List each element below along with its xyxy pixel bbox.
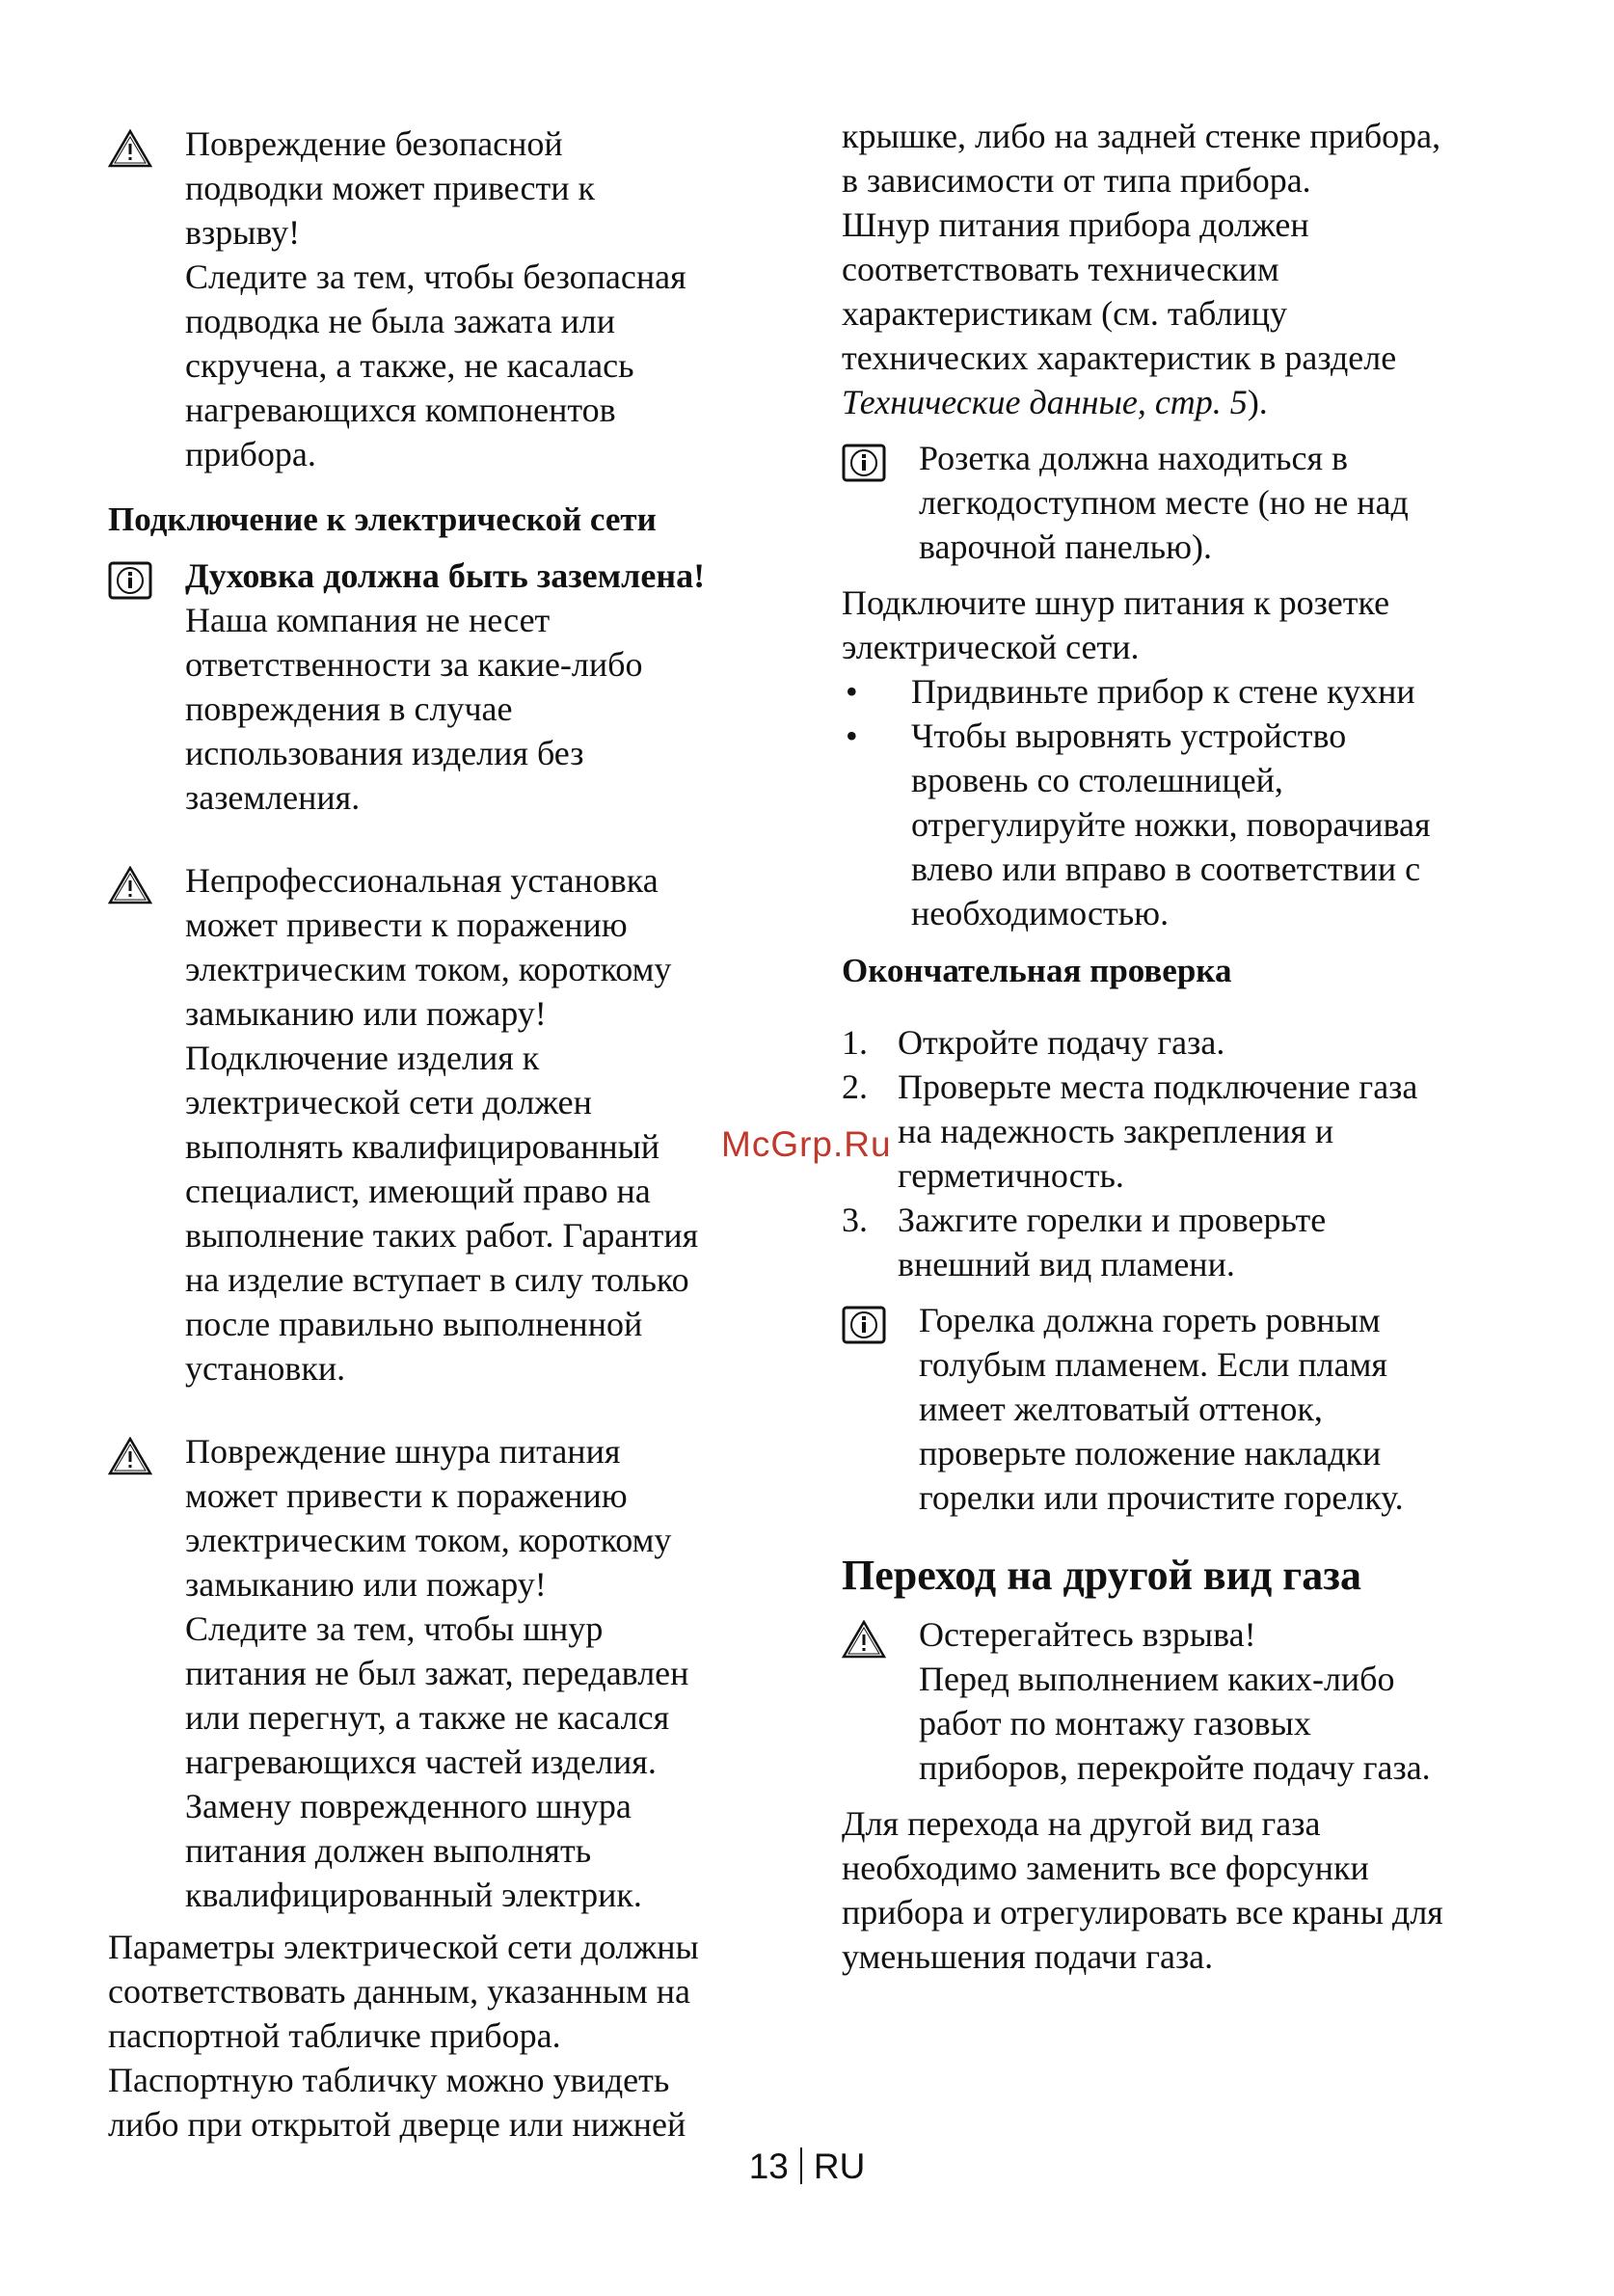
paragraph-electric-params (108, 1925, 783, 2147)
text-line: Зажгите горелки и проверьте (898, 1201, 1327, 1239)
list-item (842, 1065, 1536, 1198)
text-line: Перед выполнением каких-либо (919, 1660, 1395, 1698)
text-line: подводка не была зажата или (185, 302, 615, 340)
text-line: Повреждение безопасной (185, 124, 563, 163)
info-icon (108, 554, 185, 600)
text-line: Откройте подачу газа. (898, 1023, 1225, 1062)
warning-block-cord (108, 1429, 783, 1917)
text-line: прибора. (185, 435, 316, 473)
text-line: на надежность закрепления и (898, 1112, 1334, 1150)
text-line: крышке, либо на задней стенке прибора, (842, 117, 1441, 155)
text-line: паспортной табличке прибора. (108, 2016, 561, 2055)
list-item (842, 669, 1536, 714)
text-line: Повреждение шнура питания (185, 1432, 621, 1471)
text-line: ответственности за какие-либо (185, 645, 643, 684)
text-line: горелки или прочистите горелку. (919, 1478, 1404, 1517)
bullet-mark: • (846, 716, 858, 755)
text-line: влево или вправо в соответствии с (911, 850, 1421, 888)
text-line: питания должен выполнять (185, 1831, 592, 1870)
text-line: Параметры электрической сети должны (108, 1928, 699, 1966)
text-line: электрической сети. (842, 628, 1140, 666)
warning-triangle-icon (108, 122, 185, 168)
text-line: нагревающихся частей изделия. (185, 1742, 657, 1781)
warning-block-installation (108, 858, 783, 1391)
step-number: 1. (842, 1023, 868, 1062)
text-line: скручена, а также, не касалась (185, 346, 634, 385)
text-line: работ по монтажу газовых (919, 1704, 1311, 1742)
footer-divider (800, 2147, 802, 2184)
page-footer (0, 2147, 1614, 2187)
text-line: варочной панелью). (919, 527, 1212, 566)
text-line: проверьте положение накладки (919, 1434, 1382, 1472)
list-item (842, 1198, 1536, 1286)
text-line: электрическим током, короткому (185, 1521, 672, 1559)
text-line: в зависимости от типа прибора. (842, 161, 1311, 200)
text-line: взрыву! (185, 213, 301, 252)
info-bold-line: Духовка должна быть заземлена! (185, 556, 706, 595)
text-line: характеристикам (см. таблицу (842, 294, 1287, 333)
text-line: технических характеристик в разделе (842, 338, 1397, 377)
info-icon (842, 1298, 919, 1344)
text-line: Наша компания не несет (185, 601, 551, 639)
text-line: может привести к поражению (185, 905, 628, 944)
text-line: внешний вид пламени. (898, 1245, 1235, 1283)
info-icon (842, 436, 919, 482)
step-number: 3. (842, 1201, 868, 1239)
paragraph-connect (842, 581, 1536, 669)
text-line: Непрофессиональная установка (185, 861, 659, 900)
heading-final-check: Окончательная проверка (842, 952, 1232, 989)
warning-triangle-icon (108, 1429, 185, 1475)
text-line: квалифицированный электрик. (185, 1876, 642, 1914)
text-line: отрегулируйте ножки, поворачивая (911, 805, 1431, 844)
text-line: питания не был зажат, передавлен (185, 1654, 689, 1692)
language-code: RU (813, 2147, 866, 2186)
text-line: Подключение изделия к (185, 1039, 540, 1077)
text-line: Придвиньте прибор к стене кухни (911, 672, 1415, 711)
text-line: выполнение таких работ. Гарантия (185, 1216, 699, 1255)
text-line: Чтобы выровнять устройство (911, 716, 1347, 755)
text-line: Следите за тем, чтобы шнур (185, 1609, 604, 1648)
info-block-grounding (108, 554, 783, 820)
text-line: Остерегайтесь взрыва! (919, 1615, 1256, 1654)
text-line: Следите за тем, чтобы безопасная (185, 257, 686, 296)
list-item (842, 714, 1536, 935)
text-line: прибора и отрегулировать все краны для (842, 1893, 1443, 1931)
warning-triangle-icon (108, 858, 185, 905)
text-line: соответствовать техническим (842, 250, 1279, 288)
watermark: McGrp.Ru (721, 1124, 892, 1164)
text-line: использования изделия без (185, 734, 584, 772)
text-line: после правильно выполненной (185, 1305, 643, 1343)
text-line: может привести к поражению (185, 1476, 628, 1515)
text-line: приборов, перекройте подачу газа. (919, 1748, 1431, 1787)
page-number: 13 (748, 2147, 789, 2186)
text-line: на изделие вступает в силу только (185, 1260, 689, 1299)
text-line: необходимостью. (911, 894, 1170, 932)
text-line: подводки может привести к (185, 169, 595, 207)
text-line: легкодоступном месте (но не над (919, 483, 1409, 522)
text-line: замыканию или пожару! (185, 1565, 547, 1604)
text-line: герметичность. (898, 1156, 1124, 1195)
text-line: замыканию или пожару! (185, 994, 547, 1033)
info-block-flame (842, 1298, 1536, 1520)
text-line: установки. (185, 1349, 346, 1388)
right-column (842, 114, 1536, 1979)
text-line: необходимо заменить все форсунки (842, 1849, 1369, 1887)
heading-electric-connection: Подключение к электрической сети (108, 500, 657, 538)
text-line: или перегнут, а также не касался (185, 1698, 670, 1737)
left-column (108, 122, 783, 2147)
text-line: Горелка должна гореть ровным (919, 1301, 1381, 1339)
list-item (842, 1020, 1536, 1065)
text-line: имеет желтоватый оттенок, (919, 1390, 1323, 1428)
text-line: либо при открытой дверце или нижней (108, 2105, 686, 2144)
text-line: электрическим током, короткому (185, 950, 672, 988)
text-line (842, 380, 1536, 424)
bullet-list (842, 669, 1536, 935)
text-line: Замену поврежденного шнура (185, 1787, 632, 1825)
text-line: Паспортную табличку можно увидеть (108, 2061, 670, 2099)
text-line: повреждения в случае (185, 689, 513, 728)
text-line: вровень со столешницей, (911, 761, 1283, 799)
text-line: специалист, имеющий право на (185, 1172, 651, 1210)
text-line: голубым пламенем. Если пламя (919, 1345, 1387, 1384)
paragraph-cord-specs (842, 114, 1536, 424)
text-line: Для перехода на другой вид газа (842, 1804, 1321, 1843)
text-line: Шнур питания прибора должен (842, 205, 1309, 244)
text-line: выполнять квалифицированный (185, 1127, 660, 1166)
text-line: Проверьте места подключение газа (898, 1067, 1418, 1106)
info-block-socket (842, 436, 1536, 569)
warning-block-hose (108, 122, 783, 476)
bullet-mark: • (846, 672, 858, 711)
warning-triangle-icon (842, 1612, 919, 1659)
section-title-gas-conversion: Переход на другой вид газа (842, 1552, 1361, 1599)
text-line: электрической сети должен (185, 1083, 592, 1121)
text-line: уменьшения подачи газа. (842, 1937, 1214, 1976)
warning-block-explosion (842, 1612, 1536, 1790)
cross-reference: Технические данные, стр. 5 (842, 383, 1248, 421)
text-line: Подключите шнур питания к розетке (842, 583, 1390, 622)
step-number: 2. (842, 1067, 868, 1106)
text-tail: ). (1247, 383, 1268, 421)
text-line: нагревающихся компонентов (185, 391, 616, 429)
numbered-list (842, 1020, 1536, 1286)
paragraph-gas-conversion (842, 1801, 1536, 1979)
text-line: Розетка должна находиться в (919, 439, 1349, 477)
text-line: соответствовать данным, указанным на (108, 1972, 691, 2011)
text-line: заземления. (185, 778, 361, 817)
